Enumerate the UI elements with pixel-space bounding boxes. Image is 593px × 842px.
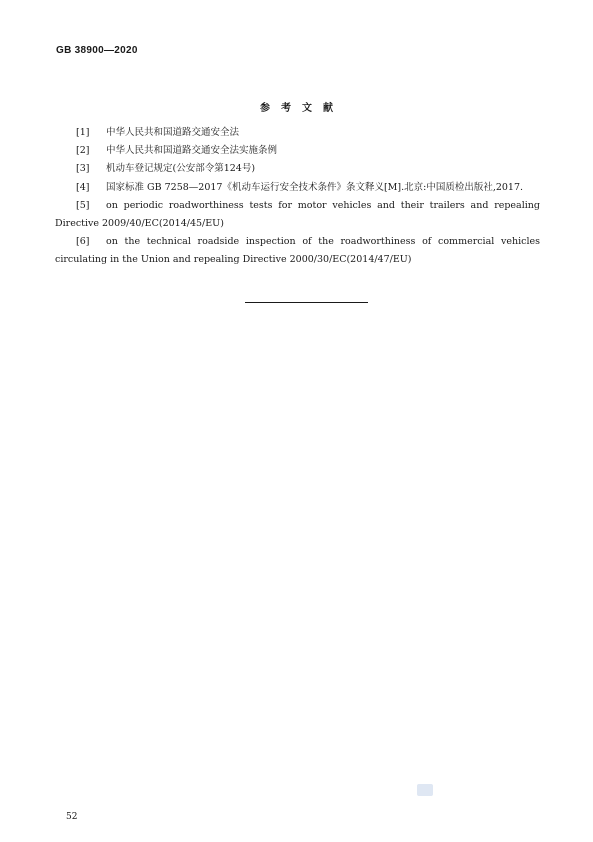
reference-number: [6] xyxy=(76,236,90,248)
reference-number: [3] xyxy=(76,163,90,175)
reference-text: 机动车登记规定(公安部令第124号) xyxy=(106,163,256,175)
reference-text: 中华人民共和国道路交通安全法实施条例 xyxy=(106,145,278,157)
end-rule xyxy=(245,302,368,303)
watermark-logo xyxy=(417,784,433,796)
reference-item xyxy=(55,124,540,142)
reference-number: [2] xyxy=(76,145,90,157)
page-title: 参考文献 xyxy=(260,103,344,114)
reference-text: on periodic roadworthiness tests for motor vehicles and their trailers and repealing Directive 2009/40/EC(2014/45/EU) xyxy=(55,199,540,230)
reference-text: 中华人民共和国道路交通安全法 xyxy=(106,127,240,138)
reference-item xyxy=(55,160,540,178)
reference-text: on the technical roadside inspection of the roadworthiness of commercial vehicles circulating in the Union and repealing Directive 2000/30/EC(2014/47/EU) xyxy=(55,236,540,266)
reference-item xyxy=(55,233,540,269)
reference-list xyxy=(55,124,540,270)
standard-number: GB 38900—2020 xyxy=(56,45,138,56)
reference-item xyxy=(55,142,540,160)
reference-number: [1] xyxy=(76,127,90,138)
reference-number: [4] xyxy=(76,181,90,193)
reference-number: [5] xyxy=(76,199,90,211)
reference-item xyxy=(55,179,540,197)
reference-item xyxy=(55,197,540,233)
page-number: 52 xyxy=(66,812,78,822)
reference-text: 国家标准 GB 7258—2017《机动车运行安全技术条件》条文释义[M].北京:中国质检出版社,2017. xyxy=(106,181,524,193)
